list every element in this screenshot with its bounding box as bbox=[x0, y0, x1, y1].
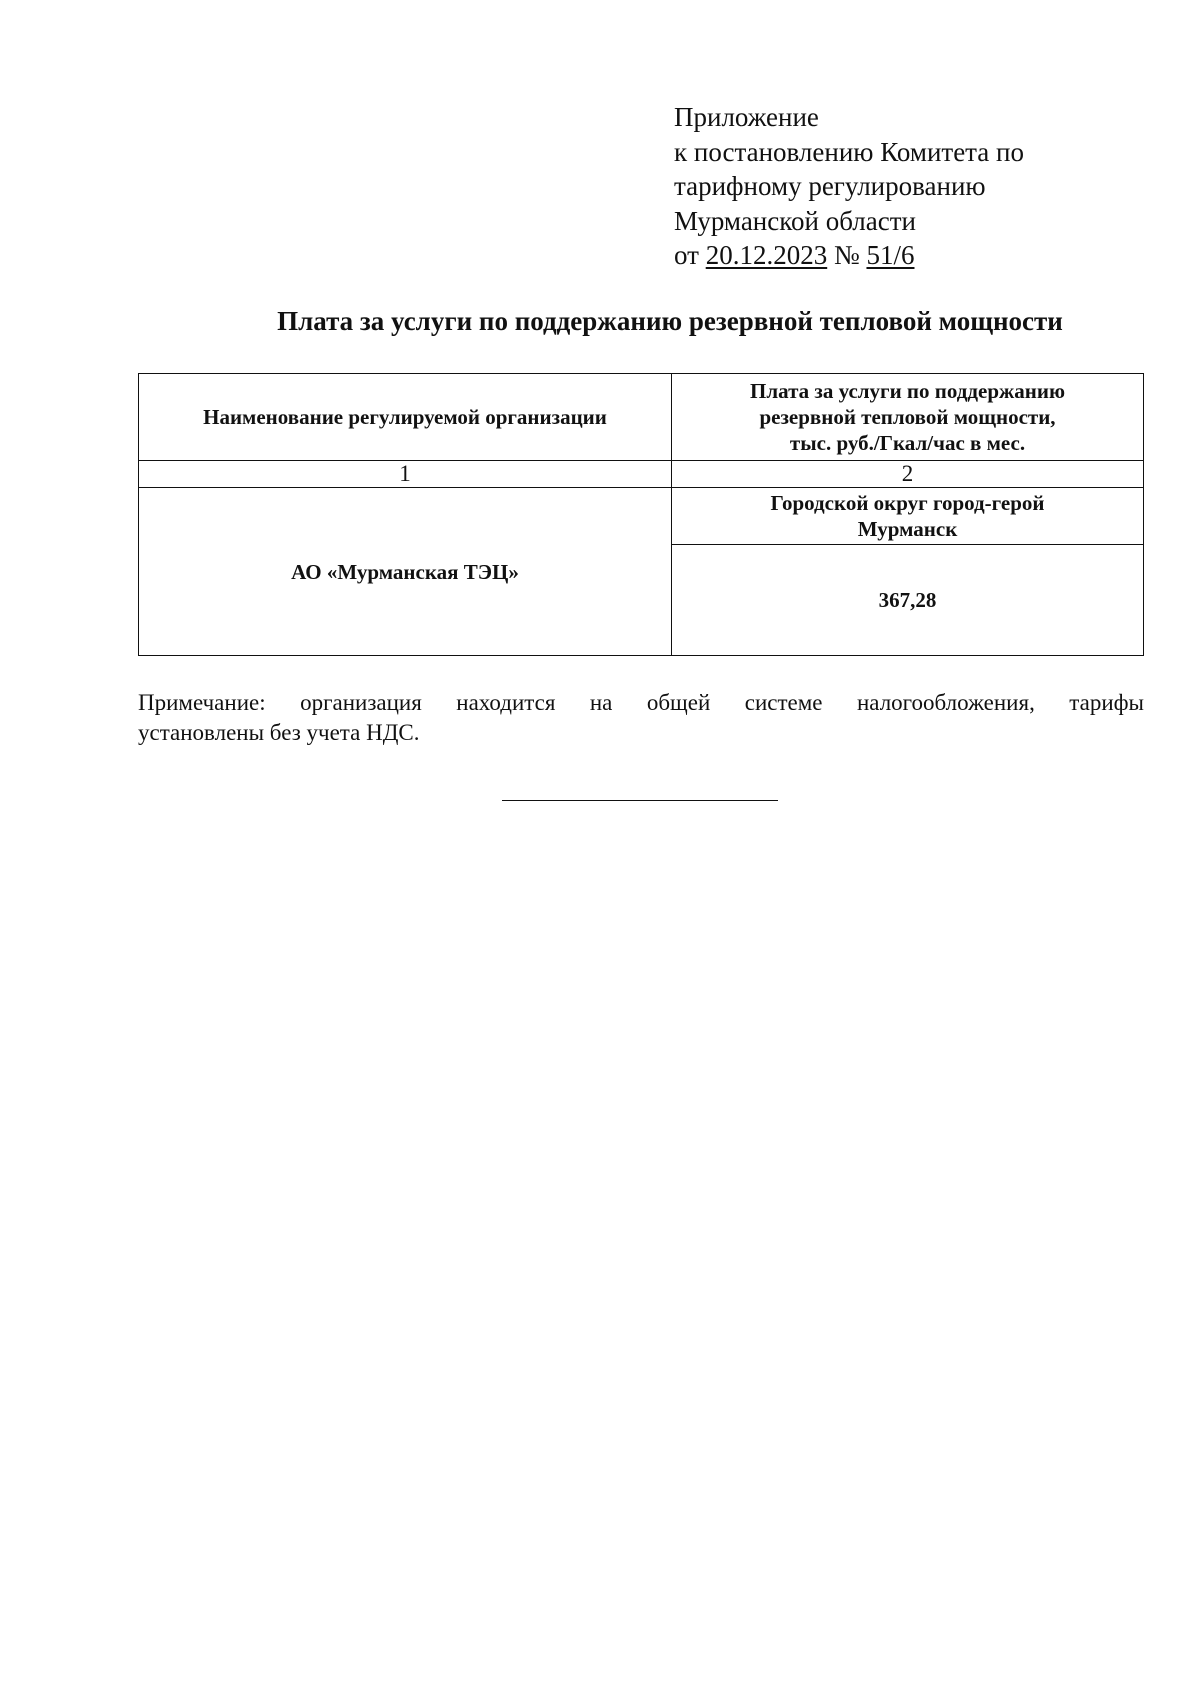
note bbox=[138, 688, 1144, 748]
note-line-2: установлены без учета НДС. bbox=[138, 720, 420, 745]
column-number-1: 1 bbox=[139, 461, 672, 488]
appendix-number-prefix: № bbox=[827, 240, 867, 270]
table-header-row bbox=[139, 374, 1144, 461]
territory-line-1: Городской округ город-герой bbox=[770, 491, 1045, 515]
tariff-table bbox=[138, 373, 1144, 656]
appendix-line-3: тарифному регулированию bbox=[674, 171, 986, 201]
appendix-date-line bbox=[674, 238, 1094, 273]
note-line-1: Примечание: организация находится на общей системе налогообложения, тарифы bbox=[138, 690, 1144, 715]
header-fee-line-3: тыс. руб./Гкал/час в мес. bbox=[789, 431, 1026, 455]
document-title: Плата за услуги по поддержанию резервной тепловой мощности bbox=[277, 306, 1063, 336]
appendix-number: 51/6 bbox=[866, 240, 915, 270]
territory-cell bbox=[672, 488, 1144, 545]
organization-name: АО «Мурманская ТЭЦ» bbox=[139, 488, 672, 656]
territory-line-2: Мурманск bbox=[857, 517, 958, 541]
end-divider bbox=[502, 800, 778, 801]
appendix-line-4: Мурманской области bbox=[674, 205, 916, 236]
header-fee-line-2: резервной тепловой мощности, bbox=[759, 405, 1056, 429]
header-fee bbox=[672, 374, 1144, 461]
appendix-date-prefix: от bbox=[674, 240, 706, 270]
table-column-numbers-row bbox=[139, 461, 1144, 488]
header-fee-line-1: Плата за услуги по поддержанию bbox=[750, 379, 1065, 403]
appendix-line-2: к постановлению Комитета по bbox=[674, 136, 1024, 167]
appendix-block bbox=[674, 100, 1094, 273]
header-organization: Наименование регулируемой организации bbox=[139, 374, 672, 461]
fee-value: 367,28 bbox=[672, 545, 1144, 656]
appendix-line-1: Приложение bbox=[674, 102, 819, 132]
column-number-2: 2 bbox=[672, 461, 1144, 488]
appendix-date: 20.12.2023 bbox=[705, 240, 828, 270]
table-row bbox=[139, 488, 1144, 545]
